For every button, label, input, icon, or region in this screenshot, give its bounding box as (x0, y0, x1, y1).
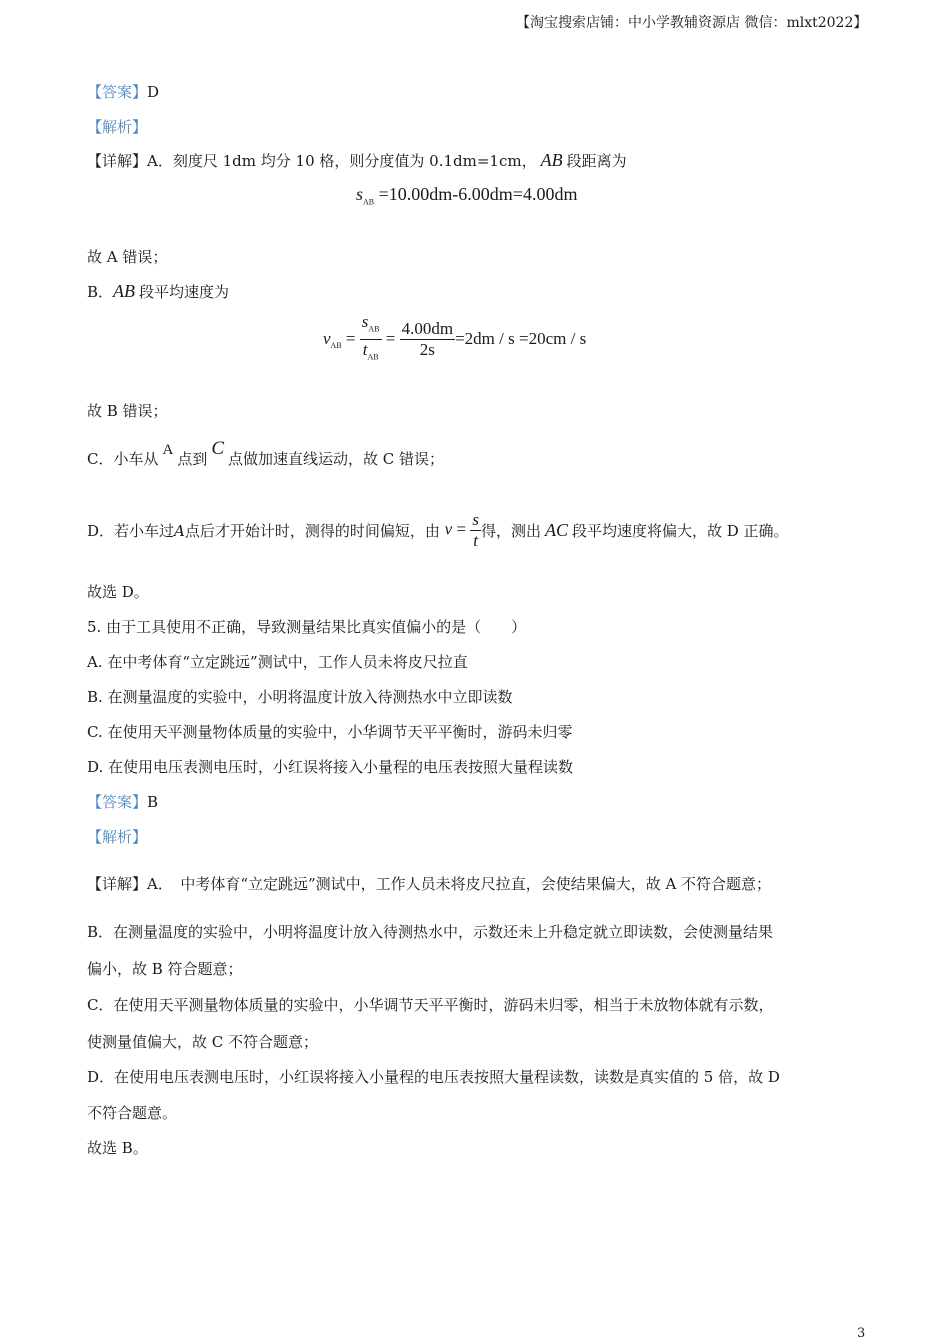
b-prefix: B． (87, 283, 114, 301)
q5-detail-d1: D．在使用电压表测电压时，小红误将接入小量程的电压表按照大量程读数，读数是真实值的 5 倍，故 D (87, 1068, 780, 1086)
eq2-rhs: =2dm / s =20cm / s (455, 328, 587, 348)
math-a: A (162, 442, 174, 458)
d-tail: 段平均速度将偏大，故 D 正确。 (571, 522, 789, 540)
math-a: A (174, 521, 185, 540)
page-header: 【淘宝搜索店铺：中小学教辅资源店 微信：mlxt2022】 (516, 15, 868, 31)
eq1-s: s (356, 184, 364, 204)
q5-option-c: C. 在使用天平测量物体质量的实验中，小华调节天平平衡时，游码未归零 (87, 723, 573, 741)
math-ac: AC (544, 520, 568, 540)
eq2-eq: = (345, 328, 356, 348)
detail-tag: 【详解】 (87, 152, 148, 170)
q5-detail-a (87, 873, 771, 894)
page-number: 3 (857, 1326, 866, 1341)
eq2-num2: 4.00dm (401, 319, 454, 339)
equation-velocity (323, 312, 586, 368)
q5-detail-b2: 偏小，故 B 符合题意； (87, 960, 243, 978)
d-prefix: D．若小车过 (87, 522, 175, 540)
q5-option-d: D. 在使用电压表测电压时，小红误将接入小量程的电压表按照大量程读数 (87, 758, 574, 776)
q5-stem: 5. 由于工具使用不正确，导致测量结果比真实值偏小的是（ ） (87, 618, 527, 636)
detail-a-text: A． 中考体育“立定跳远”测试中，工作人员未将皮尺拉直，会使结果偏大，故 A 不符合题意； (147, 875, 772, 893)
c-line (87, 438, 445, 470)
detail-a-line (87, 150, 627, 171)
d-mid: 点后才开始计时，测得的时间偏短，由 (184, 522, 440, 540)
eq2-den2: 2s (419, 340, 435, 360)
b-line (87, 281, 229, 302)
math-c: C (211, 438, 225, 459)
c-tail: 点做加速直线运动，故 C 错误； (228, 450, 445, 468)
q5-analysis-tag: 【解析】 (87, 828, 148, 846)
q5-answer-line (87, 791, 158, 812)
answer-value: B (147, 793, 159, 811)
answer-tag: 【答案】 (87, 83, 148, 101)
d-eq: = (456, 519, 467, 539)
eq2-den-t: t (362, 340, 368, 360)
eq1-rhs: =10.00dm-6.00dm=4.00dm (378, 184, 578, 204)
math-ab: AB (540, 150, 563, 170)
q5-choice: 故选 B。 (87, 1139, 148, 1157)
fraction-values (400, 319, 455, 360)
fraction-s-t (470, 510, 481, 551)
b-conclusion: 故 B 错误； (87, 402, 168, 420)
d-s: s (472, 510, 479, 529)
analysis-tag: 【解析】 (87, 118, 148, 136)
q5-option-b: B. 在测量温度的实验中，小明将温度计放入待测热水中立即读数 (87, 688, 513, 706)
q5-detail-c1: C．在使用天平测量物体质量的实验中，小华调节天平平衡时，游码未归零，相当于未放物体就有示数， (87, 996, 774, 1014)
q4-choice: 故选 D。 (87, 583, 149, 601)
q5-detail-d2: 不符合题意。 (87, 1104, 178, 1122)
fraction-s-over-t (360, 312, 382, 368)
eq2-eq2: = (385, 328, 396, 348)
detail-a-text: A．刻度尺 1dm 均分 10 格，则分度值为 0.1dm=1cm， (147, 152, 537, 170)
eq2-den-sub: AB (367, 352, 379, 362)
d-line (87, 510, 789, 551)
eq2-v-sub: AB (330, 341, 342, 351)
eq2-v: v (323, 328, 331, 348)
d-t: t (473, 531, 478, 550)
a-conclusion: 故 A 错误； (87, 248, 168, 266)
c-prefix: C．小车从 (87, 450, 159, 468)
d-v: v (444, 519, 453, 539)
eq2-num-s: s (361, 312, 369, 331)
math-ab: AB (113, 281, 136, 301)
q5-detail-b1: B．在测量温度的实验中，小明将温度计放入待测热水中，示数还未上升稳定就立即读数，会使测量结果 (87, 923, 774, 941)
answer-tag: 【答案】 (87, 793, 148, 811)
detail-tag: 【详解】 (87, 875, 148, 893)
c-mid: 点到 (177, 450, 208, 468)
answer-line (87, 81, 159, 102)
eq2-num-sub: AB (368, 324, 380, 334)
d-mid2: 得，测出 (480, 522, 541, 540)
q5-option-a: A. 在中考体育“立定跳远”测试中，工作人员未将皮尺拉直 (87, 653, 468, 671)
b-tail: 段平均速度为 (139, 283, 230, 301)
equation-distance (356, 184, 577, 207)
eq1-sub: AB (363, 197, 375, 207)
q5-detail-c2: 使测量值偏大，故 C 不符合题意； (87, 1033, 319, 1051)
answer-value: D (147, 83, 160, 101)
formula-v-s-t (445, 510, 481, 551)
detail-a-tail: 段距离为 (566, 152, 627, 170)
